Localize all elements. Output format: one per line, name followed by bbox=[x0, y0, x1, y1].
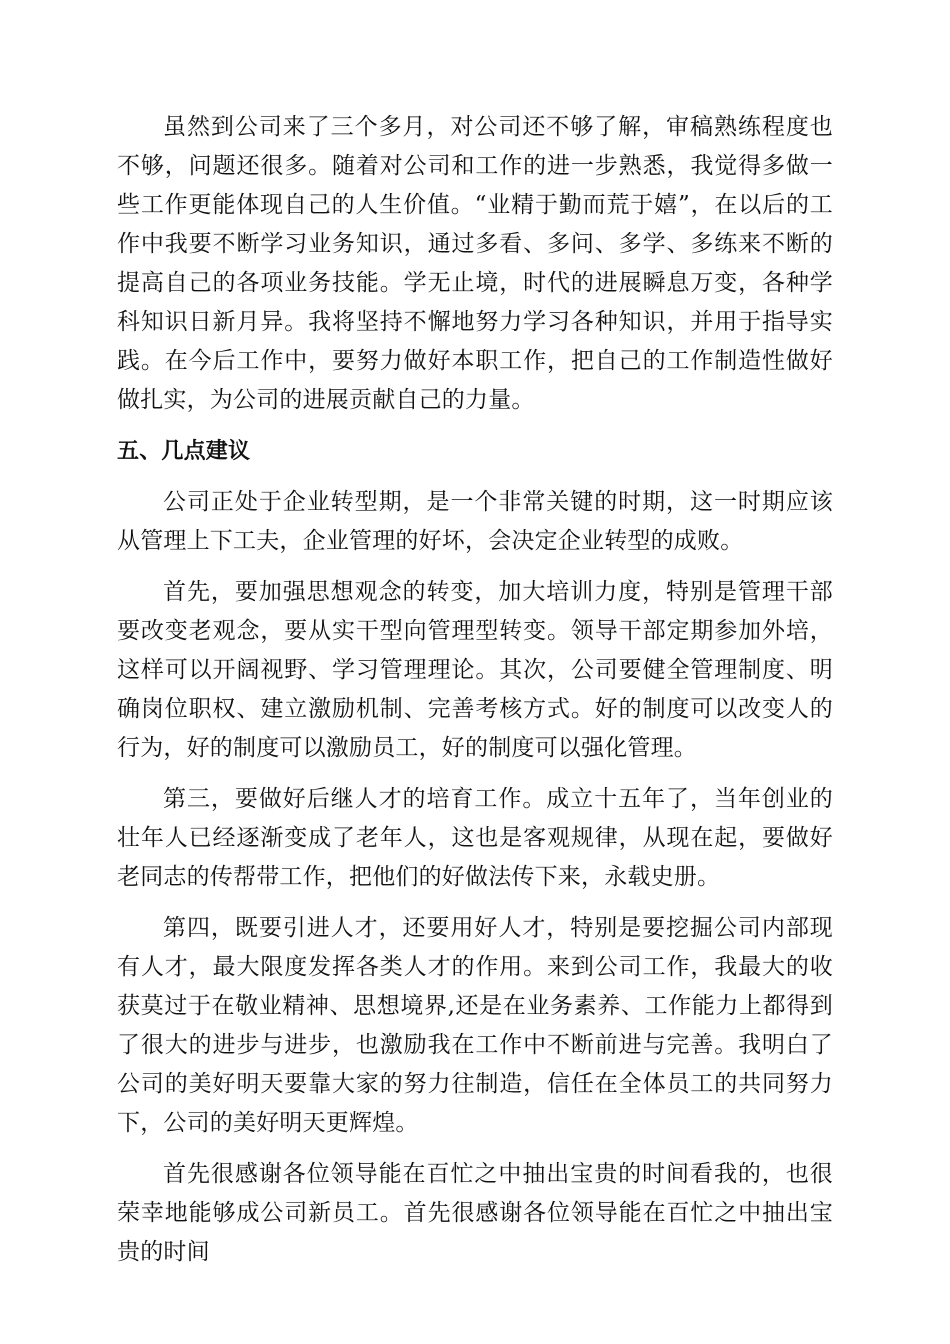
paragraph-self-improvement: 虽然到公司来了三个多月，对公司还不够了解，审稿熟练程度也不够，问题还很多。随着对公司和工作的进一步熟悉，我觉得多做一些工作更能体现自己的人生价值。“业精于勤而荒于嬉”，在以后的工作中我要不断学习业务知识，通过多看、多问、多学、多练来不断的提高自己的各项业务技能。学无止境，时代的进展瞬息万变，各种学科知识日新月异。我将坚持不懈地努力学习各种知识，并用于指导实践。在今后工作中，要努力做好本职工作，把自己的工作制造性做好做扎实，为公司的进展贡献自己的力量。 bbox=[117, 114, 833, 413]
paragraph-transition-period: 公司正处于企业转型期，是一个非常关键的时期，这一时期应该从管理上下工夫，企业管理的好坏，会决定企业转型的成败。 bbox=[117, 489, 833, 554]
paragraph-thanks: 首先很感谢各位领导能在百忙之中抽出宝贵的时间看我的，也很荣幸地能够成公司新员工。首先很感谢各位领导能在百忙之中抽出宝贵的时间 bbox=[117, 1161, 833, 1265]
paragraph-third-suggestion: 第三，要做好后继人才的培育工作。成立十五年了，当年创业的壮年人已经逐渐变成了老年人，这也是客观规律，从现在起，要做好老同志的传帮带工作，把他们的好做法传下来，永载史册。 bbox=[117, 786, 833, 890]
section-heading-suggestions: 五、几点建议 bbox=[117, 439, 251, 464]
paragraph-fourth-suggestion: 第四，既要引进人才，还要用好人才，特别是要挖掘公司内部现有人才，最大限度发挥各类人才的作用。来到公司工作，我最大的收获莫过于在敬业精神、思想境界,还是在业务素养、工作能力上都得到了很大的进步与进步，也激励我在工作中不断前进与完善。我明白了公司的美好明天要靠大家的努力往制造，信任在全体员工的共同努力下，公司的美好明天更辉煌。 bbox=[117, 915, 833, 1136]
document-body bbox=[117, 108, 833, 1284]
paragraph-first-suggestion: 首先，要加强思想观念的转变，加大培训力度，特别是管理干部要改变老观念，要从实干型向管理型转变。领导干部定期参加外培，这样可以开阔视野、学习管理理论。其次，公司要健全管理制度、明确岗位职权、建立激励机制、完善考核方式。好的制度可以改变人的行为，好的制度可以激励员工，好的制度可以强化管理。 bbox=[117, 579, 833, 761]
